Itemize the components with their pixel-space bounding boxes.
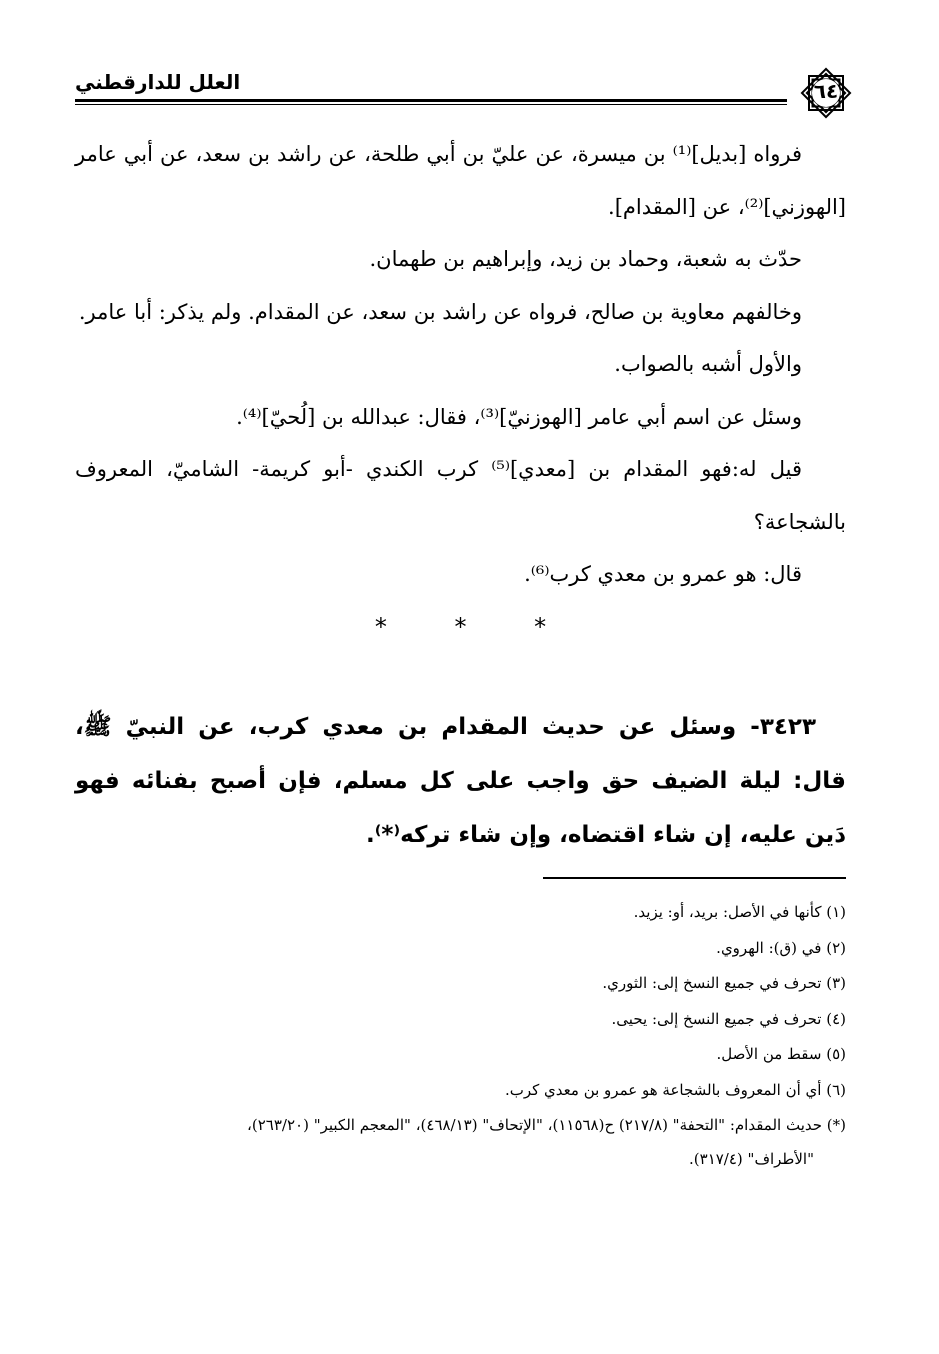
footnote-1: (١) كأنها في الأصل: بريد، أو: يزيد. [633,903,846,921]
paragraph-5: وسئل عن اسم أبي عامر [الهوزنيّ]⁽³⁾، فقال: عبدالله بن [لُحيّ]⁽⁴⁾. [236,404,802,429]
separator-star: * [374,612,387,641]
separator-star: * [454,612,467,641]
header-rule-thin [75,104,787,105]
section-separator [75,601,846,654]
header-rule-thick [75,99,787,102]
paragraph-4: والأول أشبه بالصواب. [614,352,802,376]
paragraph-6: قيل له:فهو المقدام بن [معدي]⁽⁵⁾ كرب الكندي -أبو كريمة- الشاميّ، المعروف بالشجاعة؟ [75,457,846,534]
entry-3423 [75,700,846,862]
paragraph-7: قال: هو عمرو بن معدي كرب⁽⁶⁾. [524,562,802,586]
paragraph-1: فرواه [بديل]⁽¹⁾ بن ميسرة، عن عليّ بن أبي طلحة، عن راشد بن سعد، عن أبي عامر [الهوزني]⁽²⁾، عن [المقدام]. [75,142,846,219]
footnote-separator [543,877,846,879]
footnote-star-continued: "الأطراف" (٣١٧/٤). [689,1149,814,1168]
footnote-6: (٦) أي أن المعروف بالشجاعة هو عمرو بن معدي كرب. [504,1080,846,1099]
page-number-badge [797,64,855,122]
page-header [75,56,855,112]
main-text [75,128,846,653]
entry-text: ٣٤٢٣- وسئل عن حديث المقدام بن معدي كرب، عن النبيّ ﷺ، قال: ليلة الضيف حق واجب على كل مسلم، فإن أصبح بفنائه فهو دَين عليه، إن شاء اقتضاه، وإن شاء تركه⁽*⁾. [75,714,846,848]
paragraph-3: وخالفهم معاوية بن صالح، فرواه عن راشد بن سعد، عن المقدام. ولم يذكر: أبا عامر. [78,299,802,324]
footnote-2: (٢) في (ق): الهروي. [716,938,846,957]
footnote-star: (*) حديث المقدام: "التحفة" (٢١٧/٨) ح(١١٥٦٨)، "الإتحاف" (٤٦٨/١٣)، "المعجم الكبير" (٢٦٣/٢٠)، [247,1116,846,1134]
footnote-5: (٥) سقط من الأصل. [716,1045,846,1063]
separator-star: * [534,612,547,641]
running-title: العلل للدارقطني [75,70,241,94]
footnote-4: (٤) تحرف في جميع النسخ إلى: يحيى. [611,1009,846,1028]
footnote-3: (٣) تحرف في جميع النسخ إلى: الثوري. [602,974,846,992]
paragraph-2: حدّث به شعبة، وحماد بن زيد، وإبراهيم بن طهمان. [369,247,802,271]
footnotes [75,895,846,1174]
page-number: ٦٤ [813,79,839,103]
